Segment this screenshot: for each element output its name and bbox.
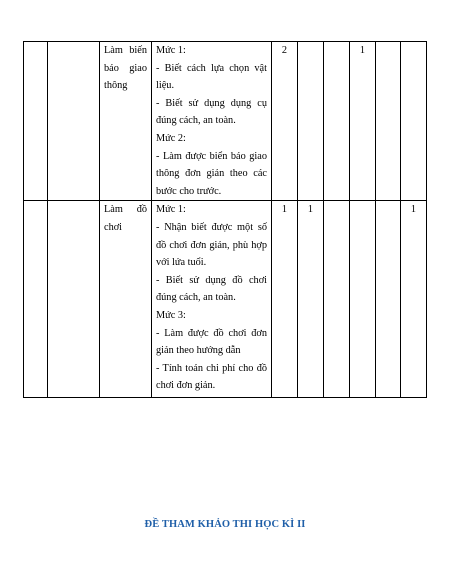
requirement-line: - Biết sử dụng đồ chơi đúng cách, an toàn.	[156, 274, 267, 304]
requirement-line: - Làm được đồ chơi đơn giản theo hướng dẫn	[156, 327, 267, 357]
topic-cell	[100, 201, 152, 398]
requirement-line: - Biết sử dụng dụng cụ đúng cách, an toàn.	[156, 97, 267, 127]
count-cell	[376, 42, 401, 201]
empty-cell	[24, 201, 48, 398]
empty-cell	[48, 201, 100, 398]
count-cell	[350, 201, 376, 398]
requirement-line: Mức 1:	[156, 204, 186, 216]
topic-line: báo giao	[104, 62, 147, 74]
requirement-line: - Biết cách lựa chọn vật liệu.	[156, 62, 267, 92]
empty-cell	[48, 42, 100, 201]
count-cell	[324, 42, 350, 201]
empty-cell	[24, 42, 48, 201]
topic-line: Làm biến	[104, 45, 147, 56]
count-cell: 1	[298, 201, 324, 398]
assessment-matrix-table	[23, 41, 427, 398]
requirement-line: Mức 2:	[156, 132, 186, 144]
count-cell	[376, 201, 401, 398]
requirement-line: - Nhận biết được một số đồ chơi đơn giản, phù hợp với lứa tuổi.	[156, 221, 267, 269]
requirement-line: Mức 3:	[156, 309, 186, 321]
count-cell: 1	[272, 201, 298, 398]
count-cell	[324, 201, 350, 398]
count-cell	[401, 42, 427, 201]
count-cell: 1	[350, 42, 376, 201]
requirements-cell	[152, 42, 272, 201]
topic-line: Làm đồ	[104, 204, 147, 216]
count-cell	[298, 42, 324, 201]
requirement-line: - Tính toán chi phí cho đồ chơi đơn giản.	[156, 362, 267, 392]
requirements-cell	[152, 201, 272, 398]
count-cell: 1	[401, 201, 427, 398]
table-row	[24, 201, 427, 398]
topic-line: chơi	[104, 221, 123, 233]
table-row	[24, 42, 427, 201]
requirement-line: Mức 1:	[156, 45, 186, 56]
topic-cell	[100, 42, 152, 201]
topic-line: thông	[104, 80, 128, 92]
requirement-line: - Làm được biển báo giao thông đơn giản theo các bước cho trước.	[156, 150, 267, 197]
count-cell: 2	[272, 42, 298, 201]
exam-title: ĐỀ THAM KHẢO THI HỌC KÌ II	[144, 519, 306, 530]
